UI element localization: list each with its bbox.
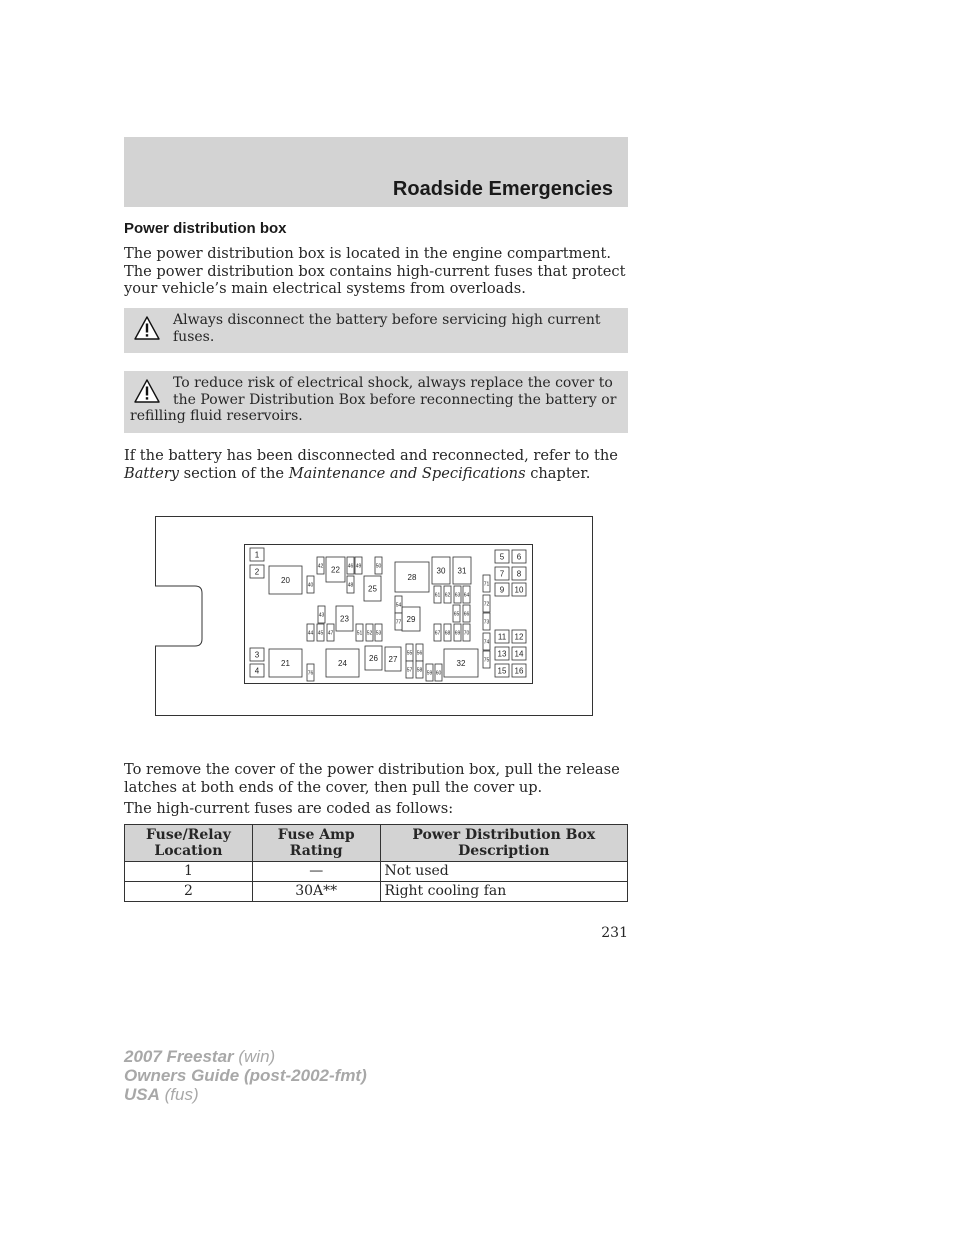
fuse-label-mini-29: 69 — [454, 630, 461, 637]
fuse-label-mini-13: 53 — [375, 630, 382, 637]
fuse-label-f10: 10 — [514, 585, 524, 595]
fuse-label-f8: 8 — [516, 569, 522, 579]
page-title: Roadside Emergencies — [392, 178, 613, 200]
table-header-row — [125, 825, 628, 862]
fuse-label-f30: 30 — [436, 566, 446, 576]
fuse-label-f7: 7 — [499, 569, 505, 579]
fuse-label-f9: 9 — [499, 585, 505, 595]
cell-description: Not used — [380, 862, 627, 882]
footer-market: USA — [124, 1085, 160, 1104]
fuse-label-mini-1: 42 — [317, 563, 324, 570]
footer-model: 2007 Freestar — [124, 1047, 234, 1066]
fuse-label-mini-4: 44 — [307, 630, 314, 637]
fuse-label-mini-11: 51 — [356, 630, 363, 637]
cell-location: 2 — [125, 882, 253, 902]
fuse-label-f11: 11 — [497, 632, 507, 642]
battery-note-text: section of the — [179, 464, 289, 482]
fuse-label-mini-31: 71 — [483, 581, 490, 588]
fuse-label-f25: 25 — [368, 584, 377, 594]
fuse-label-f6: 6 — [516, 552, 522, 562]
header-band — [124, 137, 628, 207]
fuse-label-mini-9: 49 — [355, 563, 362, 570]
fuse-label-mini-16: 56 — [416, 650, 423, 657]
cell-description: Right cooling fan — [380, 882, 627, 902]
fuse-label-mini-2: 40 — [307, 582, 314, 589]
fuse-label-mini-33: 73 — [483, 619, 490, 626]
fuse-label-f22: 22 — [331, 565, 340, 575]
coded-note: The high-current fuses are coded as follows: — [124, 800, 454, 817]
fuse-label-f13: 13 — [497, 649, 507, 659]
warning-text-1: Always disconnect the battery before servicing high current fuses. — [173, 312, 601, 345]
footer-guide: Owners Guide (post-2002-fmt) — [124, 1066, 367, 1085]
chapter-link-text: Maintenance and Specifications — [288, 464, 526, 482]
fuse-label-f23: 23 — [340, 614, 349, 624]
fuse-label-f4: 4 — [254, 666, 260, 676]
fuse-label-mini-30: 70 — [463, 630, 470, 637]
battery-note-text: chapter. — [525, 464, 591, 482]
fuse-label-f27: 27 — [388, 654, 398, 664]
fuse-label-mini-19: 59 — [426, 670, 433, 677]
section-title: Power distribution box — [124, 220, 287, 237]
cover-note: To remove the cover of the power distribution box, pull the release latches at both ends of the cover, then pull the cover up. — [124, 761, 620, 796]
fuse-box-diagram — [155, 516, 593, 716]
fuse-label-f1: 1 — [254, 550, 260, 560]
footer — [124, 1047, 367, 1104]
fuse-label-f2: 2 — [254, 567, 260, 577]
warning-text-2: To reduce risk of electrical shock, always replace the cover to the Power Distribution Box before reconnecting the battery or refilling fluid reservoirs. — [130, 375, 617, 425]
fuse-table — [124, 824, 628, 902]
battery-note — [124, 447, 628, 482]
header-rating: Fuse Amp Rating — [252, 825, 380, 862]
fuse-label-f32: 32 — [456, 658, 466, 668]
battery-note-text: If the battery has been disconnected and reconnected, refer to the — [124, 447, 618, 464]
fuse-label-mini-36: 76 — [307, 670, 314, 677]
fuse-label-mini-22: 62 — [444, 592, 451, 599]
fuse-label-mini-5: 45 — [317, 630, 324, 637]
intro-paragraph: The power distribution box is located in the engine compartment. The power distribution box contains high-current fuses that protect your vehicle’s main electrical systems from overloads. — [124, 245, 626, 298]
header-location: Fuse/Relay Location — [125, 825, 253, 862]
fuse-label-mini-37: 77 — [395, 619, 402, 626]
fuse-label-mini-21: 61 — [434, 592, 441, 599]
cell-rating: — — [252, 862, 380, 882]
fuse-label-f21: 21 — [281, 658, 290, 668]
fuse-label-f3: 3 — [254, 650, 260, 660]
fuse-label-f29: 29 — [406, 614, 416, 624]
fuse-label-mini-14: 54 — [395, 602, 402, 609]
warning-box-1 — [124, 308, 628, 353]
warning-triangle-icon — [134, 316, 160, 340]
table-row — [125, 862, 628, 882]
fuse-label-mini-18: 58 — [416, 667, 423, 674]
fuse-label-mini-20: 60 — [435, 670, 442, 677]
fuse-label-mini-6: 47 — [327, 630, 334, 637]
warning-triangle-icon — [134, 379, 160, 403]
fuse-label-mini-10: 50 — [375, 563, 382, 570]
footer-market-code: (fus) — [159, 1085, 199, 1104]
header-description: Power Distribution Box Description — [380, 825, 627, 862]
fuse-label-mini-17: 57 — [406, 667, 413, 674]
fuse-label-mini-15: 55 — [406, 650, 413, 657]
fuse-label-f26: 26 — [369, 653, 378, 663]
fuse-label-mini-24: 64 — [463, 592, 470, 599]
cell-rating: 30A** — [252, 882, 380, 902]
cell-location: 1 — [125, 862, 253, 882]
fuse-label-mini-32: 72 — [483, 601, 490, 608]
fuse-label-f12: 12 — [514, 632, 524, 642]
fuse-label-mini-26: 66 — [463, 611, 470, 618]
fuse-label-f24: 24 — [338, 658, 347, 668]
fuse-label-mini-8: 48 — [347, 582, 354, 589]
fuse-label-f31: 31 — [457, 566, 467, 576]
battery-link-text: Battery — [124, 464, 180, 482]
fuse-label-mini-23: 63 — [454, 592, 461, 599]
fuse-label-mini-7: 46 — [347, 563, 354, 570]
fuse-label-mini-35: 75 — [483, 657, 490, 664]
fuse-label-mini-3: 43 — [318, 612, 325, 619]
fuse-label-mini-28: 68 — [444, 630, 451, 637]
warning-box-2 — [124, 371, 628, 433]
table-row — [125, 882, 628, 902]
fuse-label-f28: 28 — [407, 572, 417, 582]
fuse-label-mini-25: 65 — [453, 611, 460, 618]
footer-model-code: (win) — [233, 1047, 276, 1066]
fuse-label-f15: 15 — [497, 666, 507, 676]
fuse-label-mini-12: 52 — [366, 630, 373, 637]
fuse-label-mini-27: 67 — [434, 630, 441, 637]
fuse-label-f14: 14 — [514, 649, 524, 659]
page-number: 231 — [601, 925, 628, 941]
fuse-label-f20: 20 — [281, 575, 290, 585]
fuse-label-f16: 16 — [514, 666, 524, 676]
fuse-label-f5: 5 — [499, 552, 505, 562]
fuse-label-mini-34: 74 — [483, 639, 490, 646]
